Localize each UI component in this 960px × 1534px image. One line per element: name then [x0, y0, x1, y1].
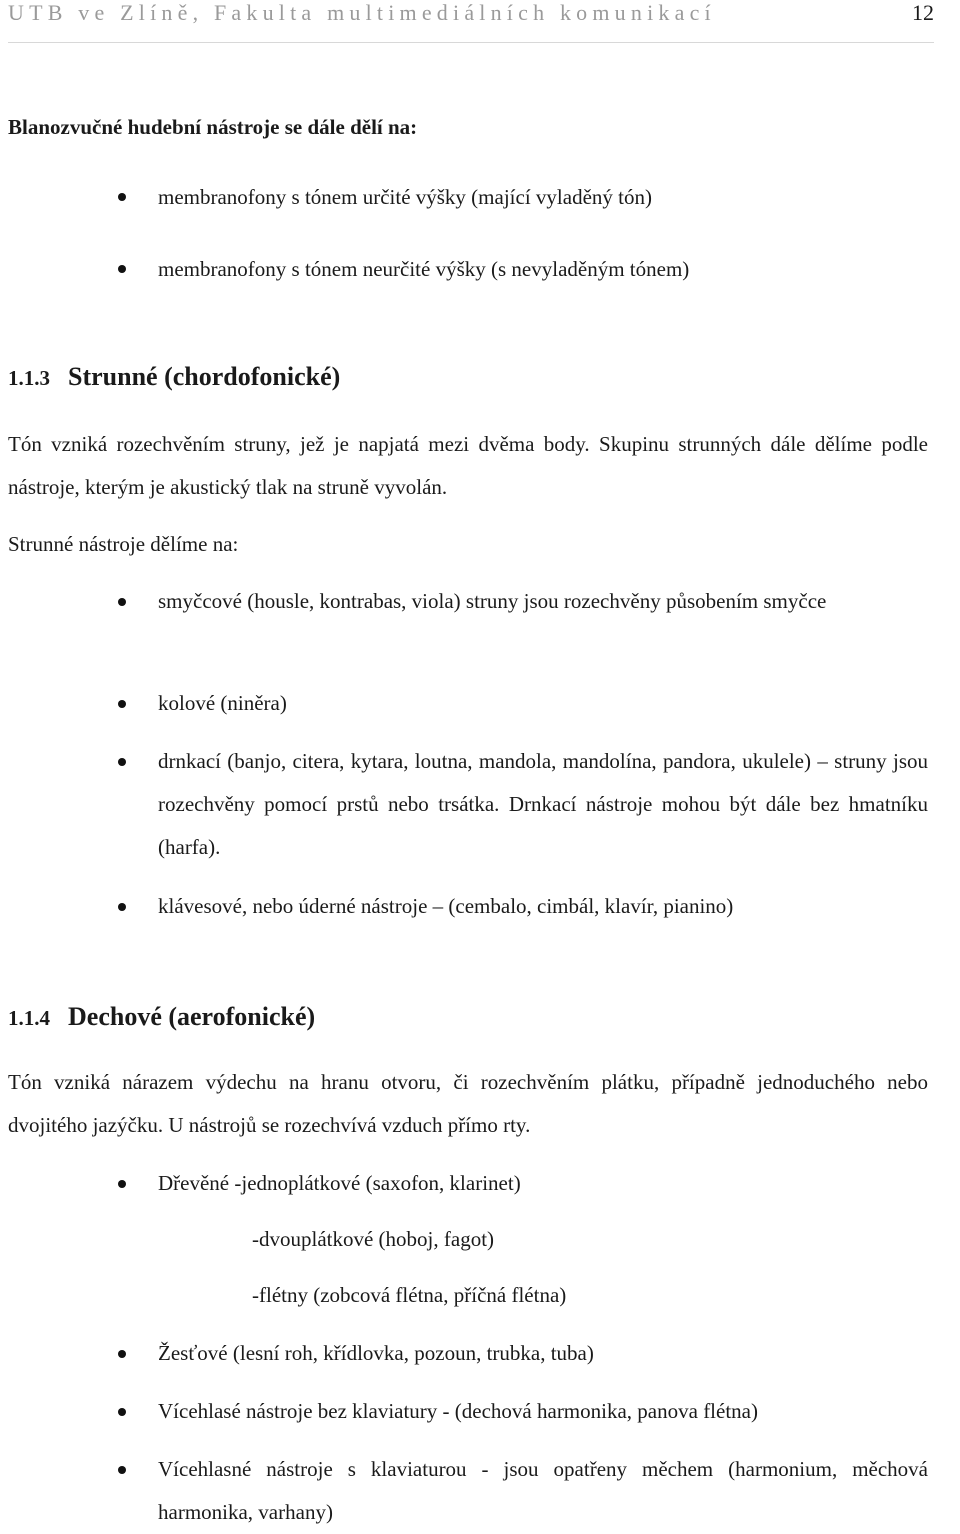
section-paragraph: Tón vzniká rozechvěním struny, jež je napjatá mezi dvěma body. Skupinu strunných dále dělíme podle nástroje, kterým je akustický tlak na struně vyvolán. [8, 432, 928, 499]
list-item: Vícehlasé nástroje bez klaviatury - (dechová harmonika, panova flétna) [158, 1399, 758, 1423]
section-heading-113 [8, 362, 340, 392]
list-item: Žesťové (lesní roh, křídlovka, pozoun, trubka, tuba) [158, 1341, 594, 1365]
bullet [118, 1408, 126, 1416]
page-number: 12 [912, 0, 934, 25]
list-item: kolové (niněra) [158, 691, 287, 715]
bullet [118, 758, 126, 766]
bullet [118, 193, 126, 201]
list-item: membranofony s tónem určité výšky (mající vyladěný tón) [158, 185, 652, 209]
bullet [118, 1350, 126, 1358]
section-paragraph: Tón vzniká nárazem výdechu na hranu otvoru, či rozechvěním plátku, případně jednoduchého nebo dvojitého jazýčku. U nástrojů se rozechvívá vzduch přímo rty. [8, 1070, 928, 1137]
section-number: 1.1.4 [8, 1006, 50, 1030]
list-subitem: -flétny (zobcová flétna, příčná flétna) [252, 1283, 567, 1307]
section-heading-114 [8, 1002, 315, 1032]
list-intro: Strunné nástroje dělíme na: [8, 532, 239, 556]
bullet [118, 265, 126, 273]
bullet [118, 700, 126, 708]
section-title: Strunné (chordofonické) [68, 362, 341, 391]
list-item: klávesové, nebo úderné nástroje – (cembalo, cimbál, klavír, pianino) [158, 894, 734, 918]
list-subitem: -dvouplátkové (hoboj, fagot) [252, 1227, 495, 1251]
section-title: Dechové (aerofonické) [68, 1002, 316, 1031]
section-number: 1.1.3 [8, 366, 50, 390]
bullet [118, 903, 126, 911]
list-item: Vícehlasné nástroje s klaviaturou - jsou opatřeny měchem (harmonium, měchová harmonika, varhany) [158, 1457, 928, 1524]
list-item: smyčcové (housle, kontrabas, viola) struny jsou rozechvěny působením smyčce [158, 589, 827, 613]
bullet [118, 1466, 126, 1474]
membranofony-intro: Blanozvučné hudební nástroje se dále dělí na: [8, 115, 418, 139]
bullet [118, 598, 126, 606]
bullet [118, 1180, 126, 1188]
header-title: UTB ve Zlíně, Fakulta multimediálních komunikací [8, 0, 716, 25]
list-item: drnkací (banjo, citera, kytara, loutna, mandola, mandolína, pandora, ukulele) – struny jsou rozechvěny pomocí prstů nebo trsátka. Drnkací nástroje mohou být dále bez hmatníku (harfa). [158, 749, 928, 859]
page-header [8, 0, 934, 43]
list-item: Dřevěné -jednoplátkové (saxofon, klarinet) [158, 1171, 521, 1195]
list-item: membranofony s tónem neurčité výšky (s nevyladěným tónem) [158, 257, 690, 281]
